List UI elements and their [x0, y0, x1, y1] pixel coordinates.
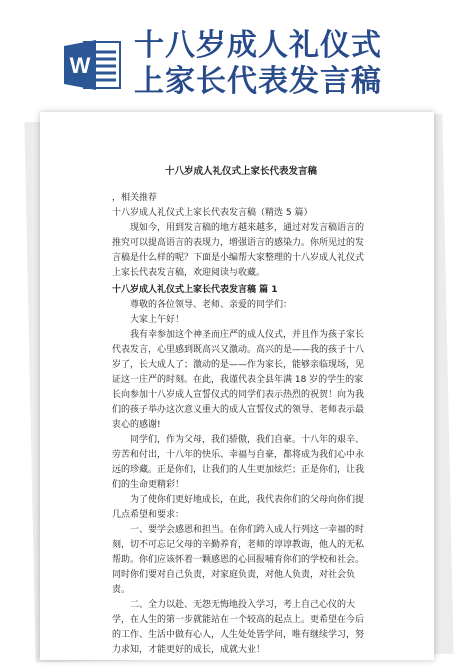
document-body — [112, 164, 370, 658]
paragraph-4: 一、要学会感恩和担当。在你们跨入成人行列这一幸福的时刻，切不可忘记父母的辛勤养育，老师的谆谆教诲，他人的无私帮助。你们应该怀着一颗感恩的心回报哺育你们的学校和社会。同时你们要对自己负责，对家庭负责，对他人负责，对社会负责。 — [112, 525, 365, 595]
paragraph-2: 同学们，作为父母，我们骄傲，我们自豪。十八年的艰辛、劳苦和付出，十八年的快乐、幸福与自豪，都将成为我们心中永远的珍藏。正是你们，让我们的人生更加炫烂；正是你们，让我们的生命更精彩！ — [112, 435, 365, 490]
section-heading: 十八岁成人礼仪式上家长代表发言稿 篇 1 — [112, 285, 278, 295]
collection-title: 十八岁成人礼仪式上家长代表发言稿（精选 5 篇） — [112, 208, 313, 218]
banner — [0, 0, 474, 110]
related-label: ，相关推荐 — [112, 193, 158, 203]
banner-title-line-1: 十八岁成人礼仪式 — [134, 28, 382, 63]
salutation: 尊敬的各位领导、老师、亲爱的同学们： — [130, 300, 293, 310]
greeting: 大家上午好！ — [130, 315, 185, 325]
word-icon-letter: W — [69, 53, 91, 78]
paragraph-3: 为了使你们更好地成长，在此，我代表你们的父母向你们提几点希望和要求： — [112, 495, 365, 520]
paragraph-5: 二、全力以赴、无怨无悔地投入学习，考上自己心仪的大学，在人生的第一步就能站在一个较高的起点上。更希望在今后的工作、生活中做有心人，人生处处皆学问，唯有继续学习，努力求知，才能更好的成长，成就大业！ — [112, 600, 365, 655]
paragraph-1: 我有幸参加这个神圣而庄严的成人仪式，并且作为孩子家长代表发言，心里感到既高兴又激动。高兴的是——我的孩子十八岁了，长大成人了；激动的是——作为家长，能够亲临现场，见证这一庄严的时刻。在此，我谨代表全县年满 18 岁的学生的家长向参加十八岁成人宣誓仪式的同学们表示热烈的祝贺！向为我们的孩子举办这次意义重大的成人宣誓仪式的领导、老师表示最衷心的感谢! — [112, 330, 365, 430]
word-icon — [64, 38, 122, 92]
banner-title-line-2: 上家长代表发言稿 — [134, 64, 382, 99]
banner-title — [134, 28, 464, 100]
intro-paragraph: 现如今，用到发言稿的地方越来越多，通过对发言稿语言的推究可以提高语言的表现力，增强语言的感染力。你所见过的发言稿是什么样的呢？下面是小编帮大家整理的十八岁成人礼仪式上家长代表发言稿，欢迎阅读与收藏。 — [112, 223, 365, 278]
document-title: 十八岁成人礼仪式上家长代表发言稿 — [164, 166, 317, 177]
